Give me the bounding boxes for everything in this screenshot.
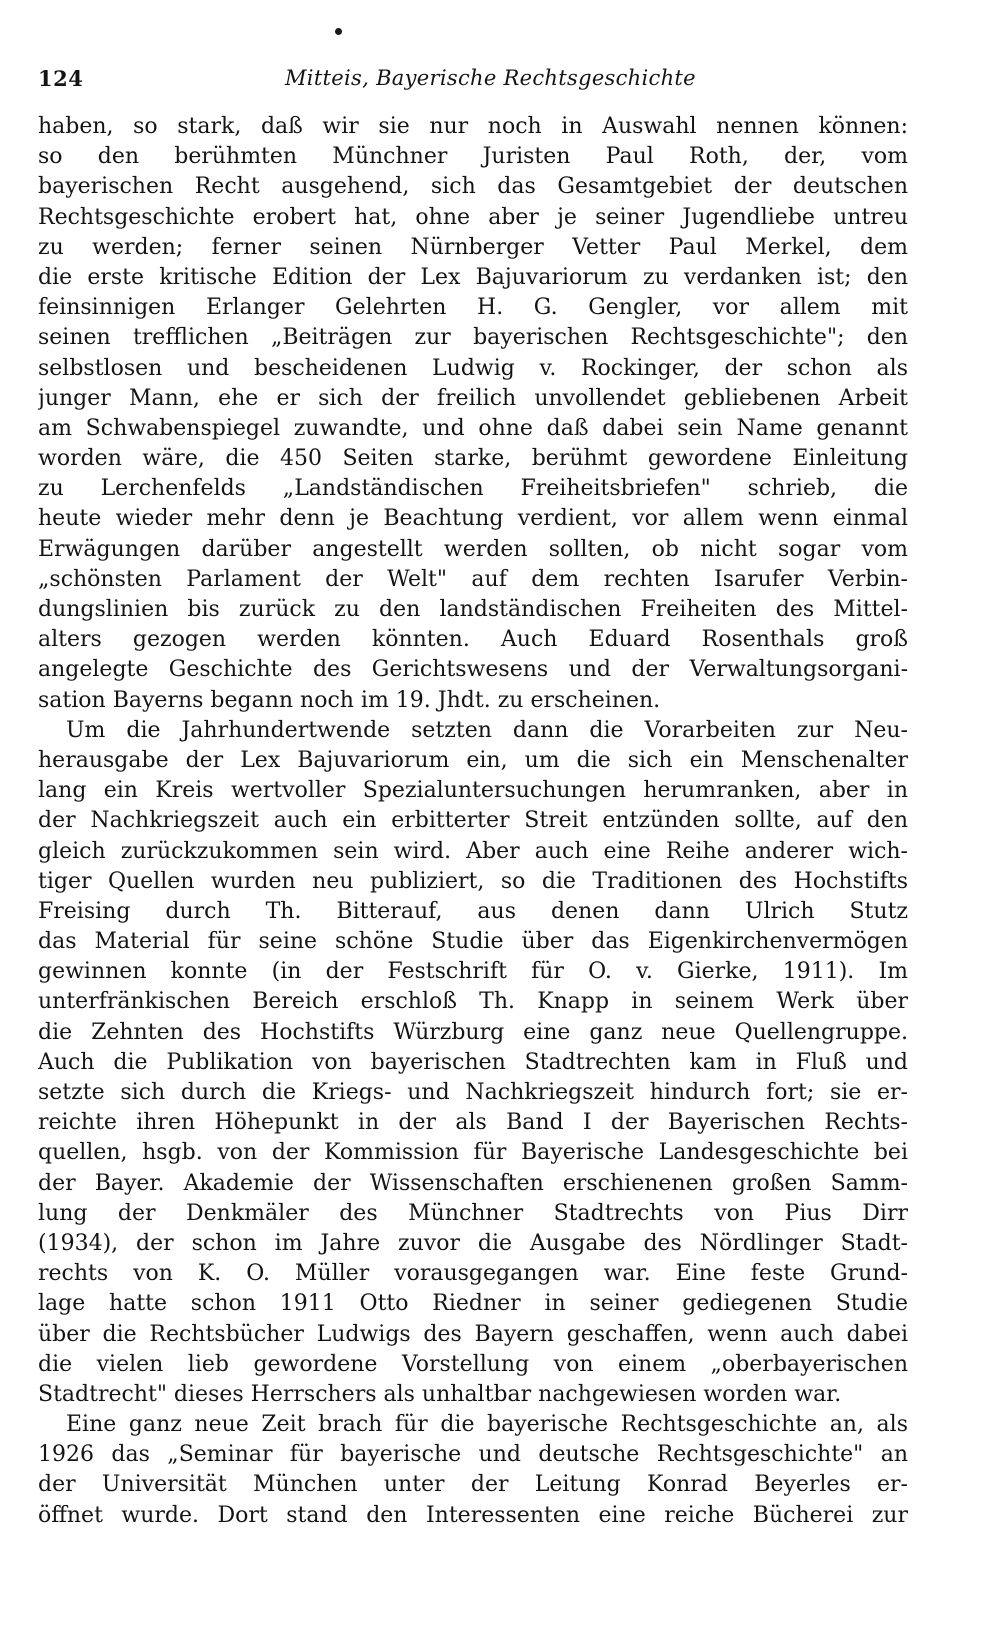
text-line: angelegte Geschichte des Gerichtswesens und der Verwaltungsorgani- bbox=[38, 657, 908, 683]
text-line: Rechtsgeschichte erobert hat, ohne aber je seiner Jugendliebe untreu bbox=[38, 204, 908, 230]
text-line: herausgabe der Lex Bajuvariorum ein, um die sich ein Menschenalter bbox=[38, 747, 908, 773]
text-line: dungslinien bis zurück zu den landständischen Freiheiten des Mittel- bbox=[38, 597, 908, 622]
text-line: Auch die Publikation von bayerischen Stadtrechten kam in Fluß und bbox=[38, 1049, 908, 1075]
body-text bbox=[38, 112, 908, 1531]
text-line: der Bayer. Akademie der Wissenschaften erschienenen großen Samm- bbox=[38, 1170, 908, 1196]
text-line: Freising durch Th. Bitterauf, aus denen dann Ulrich Stutz bbox=[38, 898, 908, 924]
text-line: Um die Jahrhundertwende setzten dann die Vorarbeiten zur Neu- bbox=[66, 717, 908, 743]
text-line: alters gezogen werden könnten. Auch Eduard Rosenthals groß bbox=[38, 627, 908, 653]
text-line: haben, so stark, daß wir sie nur noch in Auswahl nennen können: bbox=[38, 114, 908, 139]
text-line: heute wieder mehr denn je Beachtung verdient, vor allem wenn einmal bbox=[38, 506, 908, 532]
text-line: selbstlosen und bescheidenen Ludwig v. Rockinger, der schon als bbox=[38, 355, 908, 381]
text-line: lage hatte schon 1911 Otto Riedner in seiner gediegenen Studie bbox=[38, 1291, 908, 1317]
text-line: die vielen lieb gewordene Vorstellung von einem „oberbayerischen bbox=[38, 1351, 908, 1377]
text-line: so den berühmten Münchner Juristen Paul Roth, der, vom bbox=[38, 144, 908, 170]
text-line: die erste kritische Edition der Lex Bajuvariorum zu verdanken ist; den bbox=[38, 264, 908, 290]
text-line: über die Rechtsbücher Ludwigs des Bayern geschaffen, wenn auch dabei bbox=[38, 1321, 908, 1347]
text-line: am Schwabenspiegel zuwandte, und ohne daß dabei sein Name genannt bbox=[38, 415, 908, 441]
page-header bbox=[38, 66, 908, 96]
text-line: öffnet wurde. Dort stand den Interessenten eine reiche Bücherei zur bbox=[38, 1502, 908, 1528]
text-line: worden wäre, die 450 Seiten starke, berühmt gewordene Einleitung bbox=[38, 446, 908, 472]
text-line: das Material für seine schöne Studie über das Eigenkirchenvermögen bbox=[38, 929, 908, 955]
text-line: unterfränkischen Bereich erschloß Th. Knapp in seinem Werk über bbox=[38, 989, 908, 1015]
text-line: rechts von K. O. Müller vorausgegangen war. Eine feste Grund- bbox=[38, 1261, 908, 1287]
text-line: junger Mann, ehe er sich der freilich unvollendet gebliebenen Arbeit bbox=[38, 385, 908, 411]
text-line: setzte sich durch die Kriegs- und Nachkriegszeit hindurch fort; sie er- bbox=[38, 1080, 908, 1105]
text-line: quellen, hsgb. von der Kommission für Bayerische Landesgeschichte bei bbox=[38, 1140, 908, 1166]
text-line: sation Bayerns begann noch im 19. Jhdt. zu erscheinen. bbox=[38, 687, 661, 713]
text-line: lang ein Kreis wertvoller Spezialuntersuchungen herumranken, aber in bbox=[38, 778, 908, 804]
page-number: 124 bbox=[38, 66, 84, 91]
text-line: reichte ihren Höhepunkt in der als Band I der Bayerischen Rechts- bbox=[38, 1110, 908, 1136]
text-line: Erwägungen darüber angestellt werden sollten, ob nicht sogar vom bbox=[38, 536, 908, 562]
text-line: gleich zurückzukommen sein wird. Aber auch eine Reihe anderer wich- bbox=[38, 838, 908, 864]
text-line: der Nachkriegszeit auch ein erbitterter Streit entzünden sollte, auf den bbox=[38, 808, 908, 834]
text-line: (1934), der schon im Jahre zuvor die Ausgabe des Nördlinger Stadt- bbox=[38, 1230, 908, 1256]
text-line: 1926 das „Seminar für bayerische und deutsche Rechtsgeschichte" an bbox=[38, 1442, 908, 1468]
ink-mark bbox=[335, 28, 342, 35]
text-line: gewinnen konnte (in der Festschrift für O. v. Gierke, 1911). Im bbox=[38, 959, 908, 985]
text-line: tiger Quellen wurden neu publiziert, so die Traditionen des Hochstifts bbox=[38, 868, 908, 894]
text-line: „schönsten Parlament der Welt" auf dem rechten Isarufer Verbin- bbox=[38, 566, 908, 592]
text-line: die Zehnten des Hochstifts Würzburg eine ganz neue Quellengruppe. bbox=[38, 1019, 908, 1045]
text-line: Stadtrecht" dieses Herrschers als unhaltbar nachgewiesen worden war. bbox=[38, 1381, 842, 1407]
text-line: seinen trefflichen „Beiträgen zur bayerischen Rechtsgeschichte"; den bbox=[38, 325, 908, 351]
text-line: lung der Denkmäler des Münchner Stadtrechts von Pius Dirr bbox=[38, 1200, 908, 1226]
text-line: bayerischen Recht ausgehend, sich das Gesamtgebiet der deutschen bbox=[38, 174, 908, 200]
text-line: feinsinnigen Erlanger Gelehrten H. G. Gengler, vor allem mit bbox=[38, 295, 908, 321]
text-line: Eine ganz neue Zeit brach für die bayerische Rechtsgeschichte an, als bbox=[66, 1412, 908, 1438]
text-line: zu Lerchenfelds „Landständischen Freiheitsbriefen" schrieb, die bbox=[38, 476, 908, 502]
running-head: Mitteis, Bayerische Rechtsgeschichte bbox=[285, 66, 696, 90]
text-line: der Universität München unter der Leitung Konrad Beyerles er- bbox=[38, 1472, 908, 1498]
text-line: zu werden; ferner seinen Nürnberger Vetter Paul Merkel, dem bbox=[38, 234, 908, 260]
